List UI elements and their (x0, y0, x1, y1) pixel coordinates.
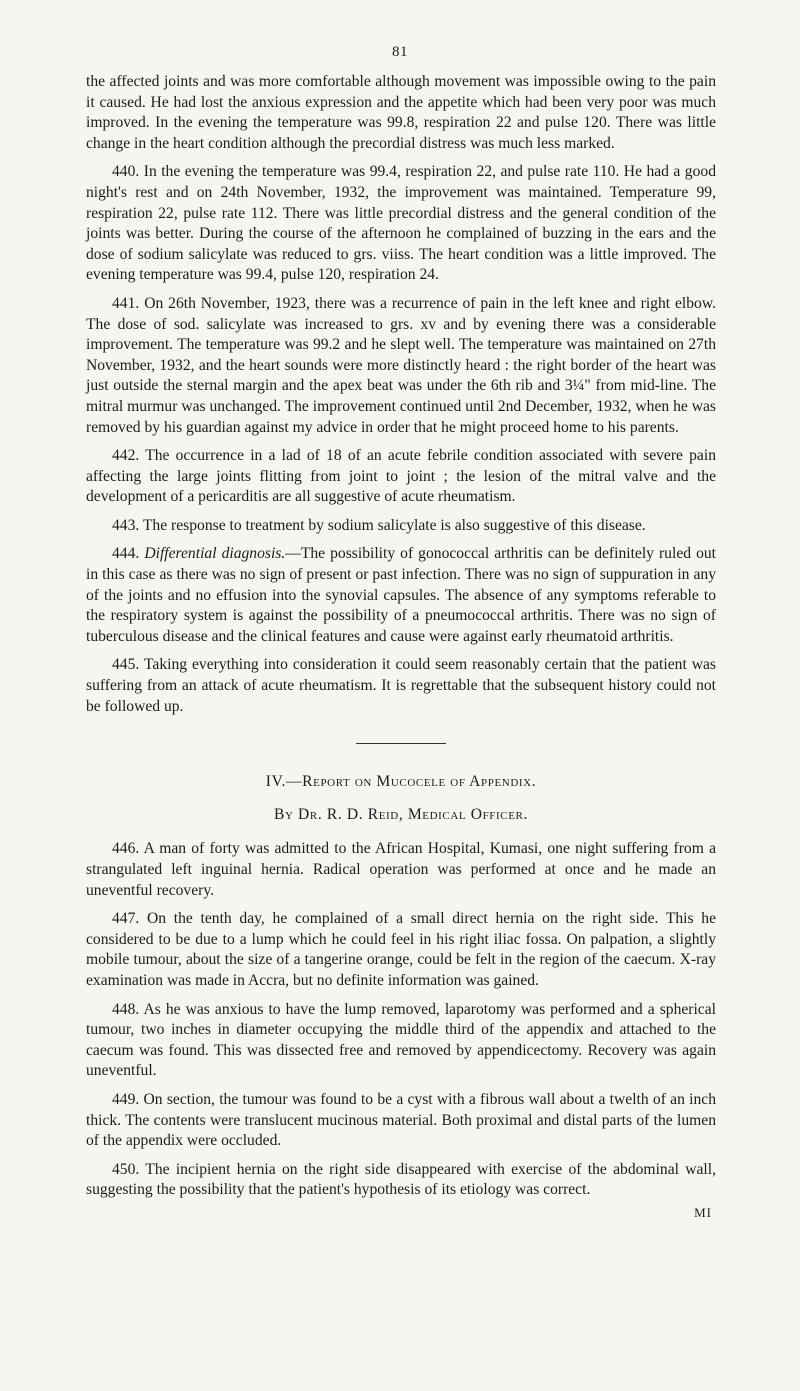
section-divider (356, 743, 446, 744)
page-number: 81 (392, 44, 408, 60)
section-heading-text: Report on Mucocele of Appendix. (302, 773, 537, 791)
paragraph-441: 441. On 26th November, 1923, there was a recurrence of pain in the left knee and right elbow. The dose of sod. salicylate was increased to grs. xv and by evening there was a considerable improvement. The temperature was 99.2 and he slept well. The temperature was maintained on 27th November, 1932, and the heart sounds were more distinctly heard : the right border of the heart was just outside the sternal margin and the apex beat was under the 6th rib and 3¼" from mid-line. The mitral murmur was unchanged. The improvement continued until 2nd December, 1932, when he was removed by his guardian against my advice in order that he might proceed home to his parents. (86, 294, 716, 436)
paragraph-continuation: the affected joints and was more comfortable although movement was impossible owing to the pain it caused. He had lost the anxious expression and the appetite which had been very poor was much improved. In the evening the temperature was 99.8, respiration 22 and pulse 120. There was little change in the heart condition although the precordial distress was much less marked. (86, 73, 716, 152)
paragraph-440: 440. In the evening the temperature was 99.4, respiration 22, and pulse rate 110. He had a good night's rest and on 24th November, 1932, the improvement was maintained. Temperature 99, respiration 22, pulse rate 112. There was little precordial distress and the general condition of the joints was better. During the course of the afternoon he complained of buzzing in the ears and the dose of sodium salicylate was reduced to grs. viiss. The heart condition was a little improved. The evening temperature was 99.4, pulse 120, respiration 24. (86, 163, 716, 284)
section-byline: By Dr. R. D. Reid, Medical Officer. (274, 805, 528, 823)
section-heading (86, 772, 716, 793)
signature-mark: MI (694, 1204, 712, 1220)
paragraph-444-text: —The possibility of gonococcal arthritis can be definitely ruled out in this case as there was no sign of present or past infection. There was no sign of suppuration in any of the joints and no effusion into the synovial capsules. The absence of any symptoms referable to the respiratory system is against the possibility of a pneumococcal arthritis. There was no sign of tuberculous disease and the clinical features and cause were against early rheumatoid arthritis. (86, 545, 716, 645)
section-heading-prefix: IV.— (265, 773, 303, 791)
differential-diagnosis-heading: Differential diagnosis. (144, 545, 286, 563)
paragraph-449: 449. On section, the tumour was found to be a cyst with a fibrous wall about a twelth of an inch thick. The contents were translucent mucinous material. Both proximal and distal parts of the lumen of the appendix were occluded. (86, 1090, 716, 1150)
paragraph-446: 446. A man of forty was admitted to the African Hospital, Kumasi, one night suffering from a strangulated left inguinal hernia. Radical operation was performed at once and he made an uneventful recovery. (86, 840, 716, 899)
paragraph-443: 443. The response to treatment by sodium salicylate is also suggestive of this disease. (112, 516, 646, 534)
body-text (86, 72, 716, 1224)
paragraph-442: 442. The occurrence in a lad of 18 of an acute febrile condition associated with severe pain affecting the large joints flitting from joint to joint ; the lesion of the mitral valve and the development of a pericarditis are all suggestive of acute rheumatism. (86, 447, 716, 506)
paragraph-450: 450. The incipient hernia on the right side disappeared with exercise of the abdominal wall, suggesting the possibility that the patient's hypothesis of its etiology was correct. (86, 1160, 716, 1199)
paragraph-444 (86, 544, 716, 647)
paragraph-444-number: 444. (112, 545, 140, 563)
paragraph-445: 445. Taking everything into consideration it could seem reasonably certain that the patient was suffering from an attack of acute rheumatism. It is regrettable that the subsequent history could not be followed up. (86, 656, 716, 715)
paragraph-448: 448. As he was anxious to have the lump removed, laparotomy was performed and a spherical tumour, two inches in diameter occupying the middle third of the appendix and attached to the caecum was found. This was dissected free and removed by appendicectomy. Recovery was again uneventful. (86, 1000, 716, 1080)
paragraph-447: 447. On the tenth day, he complained of a small direct hernia on the right side. This he considered to be due to a lump which he could feel in his right iliac fossa. On palpation, a slightly mobile tumour, about the size of a tangerine orange, could be felt in the region of the caecum. X-ray examination was made in Accra, but no definite information was gained. (86, 910, 716, 989)
